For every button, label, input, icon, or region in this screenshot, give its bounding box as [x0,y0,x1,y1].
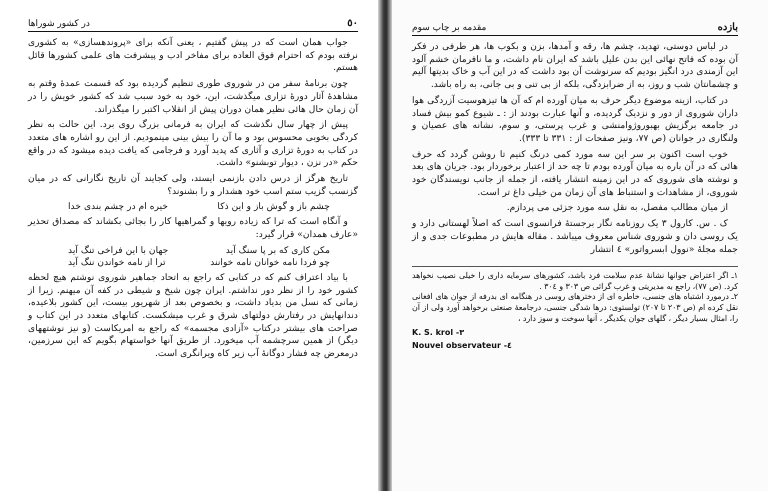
paragraph: تاریخ هرگز از درس دادن بازنمی ایستد، ولی کجایند آن تاریخ نگارانی که در میان گزنسب گزیب ستم اسب خود هشدار و را بشنوند؟ [28,173,358,197]
left-running-title: در کشور شوراها [28,19,90,29]
right-running-title: مقدمه بر چاپ سوم [412,23,487,33]
left-page [0,0,378,491]
right-body-text [412,41,738,256]
right-page-number: بازده [717,22,738,33]
paragraph: با بیاد اعتراف کنم که در کتابی که راجع به اتحاد جماهیر شوروی نوشتم هیچ لحظه کشور خود را از نظر دور نداشتم. ایران چون شیخ و شیطی در کفه آن میهنم. زیرا از زمانی که نسل من بدیاد داشت، و بخصوص بعد از شهریور بیست، این کشور بلاعیده، دندانهایش در رفتارش دولتهای شرق و غرب میشکست. کتابهای متعدد در این کتاب و صراحت های بیشتر درکتاب «آزادی مجسمه» که راجع به امریکاست (و نیز نوشتههای دیگر) از همین سرچشمه آب میخورد. از طریق آنها خواستهام بگویم که این سرزمین، درمعرض چه فشار دوگانهٔ آب زیر کاه ویرانگری است. [28,271,358,360]
poem-block-1 [28,201,358,214]
paragraph: جواب همان است که در پیش گفتیم ، یعنی آنکه برای «پروندهسازی» به کشوری نرفته بودم که احترام فوق العاده برای مفاخر ادب و پیشرفت های علمی کشورها قائل هستم. [28,37,358,74]
footnote: Nouvel observateur -٤ [412,340,512,350]
paragraph: خوب است اکنون بر سر این سه مورد کمی درنگ کنیم تا روشن گردد که حرف هائی که در آن باره به میان آورده بودم تا چه حد از اعتبار برخوردار بود. جریان های بعد و نوشته های شوروی که در این زمینه انتشار یافته، از جمله از جانب نویسندگان خود شوروی، از مشاهدات و استنباط های آن زمان من خیلی داغ تر است. [412,148,738,198]
footnotes [412,266,738,351]
hemistich-left: جهان با این فراخی تنگ آید [68,244,169,256]
verse-line [28,257,358,270]
hemistich-right: چشم باز و گوش باز و این ذکا [217,201,330,213]
left-body-text [28,37,358,361]
verse-line [28,201,358,214]
poem-block-2 [28,245,358,270]
right-running-head [412,22,738,36]
right-page [392,0,768,491]
hemistich-right: چو فردا نامه خوانان نامه خوانند [210,257,330,269]
hemistich-left: ترا از نامه خواندن ننگ آید [68,257,166,269]
paragraph: چون برنامهٔ سفر من در شوروی طوری تنظیم گردیده بود که قسمت عمدهٔ وقتم به مشاهدهٔ آثار دورهٔ تزاری میگذشت، این، خود به خود سبب شد که کشور خویش را در آن زمان حال هائی نظیر همان دوران پیش از انقلاب اکتبر را میگذراند. [28,78,358,115]
left-running-head [28,18,358,32]
hemistich-right: مکن کاری که بر پا سنگ آید [225,244,330,256]
paragraph: در لباس دوستی، تهدید، چشم ها، رقه و آمدها، بزن و بکوب ها، هر طرفی در فکر آن بوده که فاتح نهائی این بدن علیل باشد که ایران نام داشت، و ما نافرمان خشم آلود این آزمندی درد انگیز بودیم که سرنوشت آن بود داشت که در این آب و خاک بدیتها آلیم و چشمانتان شب و روز، به از ضرابزدگی، بلکه از بی تنی و بی جانی، به راه باشد. [412,41,738,91]
footnote: K. S. krol -٣ [412,328,465,338]
paragraph: ک . س. کارول ٣ یک روزنامه نگار برجستهٔ فرانسوی است که اصلاً لهستانی دارد و یک روسی دان و شوروی شناس معروف میباشد . مقاله هایش در مطبوعات جدی و از جمله مجلهٔ «نوول ابسرواتور» ٤ انتشار [412,218,738,255]
left-page-number: ٥٠ [347,18,358,29]
paragraph: پیش از چهار سال نگذشت که ایران به فرمانی بزرگ روی برد. این حالت به نظر کردگی بخوبی محسوس بود و ما آن را بیش بینی مینمودیم. از این رو اشاره های متعدد در کتاب به دورهٔ تزاری و آثاری که پدید آورد و فرجامی که یافت دیده میشود که در واقع حکم «در نزن ، دیوار توبشنو» داشت. [28,119,358,169]
footnote: ١ـ اگر اعتراض جوانها نشانهٔ عدم سلامت فرد باشد، کشورهای سرمایه داری را خیلی نصیب نخواهد کرد. (ص ٧٧)، راجع به مدیریتی و غرب گرائی ص ٣٠٣ و ٣٠٤ . [412,271,738,291]
paragraph: در کتاب، ازینه موضوع دیگر حرف به میان آورده ام که آن ها تیزهوسیت آزردگی هوا داران شوروی از دور و نزدیک گردیده، و آنها عبارت بودند از : ـ شیوع کمو بیش فساد در جامعه برگزیش بهبوروژوامنشی و غرب پرستی، و سوم، نشانه های عصیان و ولنگاری در جوانان (ص ٧٧، ونیز صفحات از : ٣٣١ تا ٣٣٣). [412,94,738,144]
hemistich-left: خیره ام در چشم بندی خدا [68,201,169,213]
paragraph: و آنگاه است که ترا که زیاده رویها و گمراهیها کار را بجائی بکشاند که مصداق تحذیر «عارف همدان» قرار گیرد: [28,216,358,240]
verse-line [28,245,358,258]
book-gutter [378,0,392,491]
paragraph: از میان مطالب مفصل، به نقل سه مورد جزئی می پردازم. [506,202,728,214]
footnote: ٢ـ درمورد اشتباه های جنسی، خاطره ای از دخترهای روسی در هنگامه ای بدرفه از جوان های افغانی نقل کرده ام (ص ٢٠٣ تا ٢٠٧) تولستوی: درها شدگی جنسی، درجامعهٔ صنعتی برخواهد آورد ولی از آن را، امثال بسیار دیگر ، گلهای جوان یکدیگر ، آنها سوخت و سوز دارد ، [412,292,738,323]
